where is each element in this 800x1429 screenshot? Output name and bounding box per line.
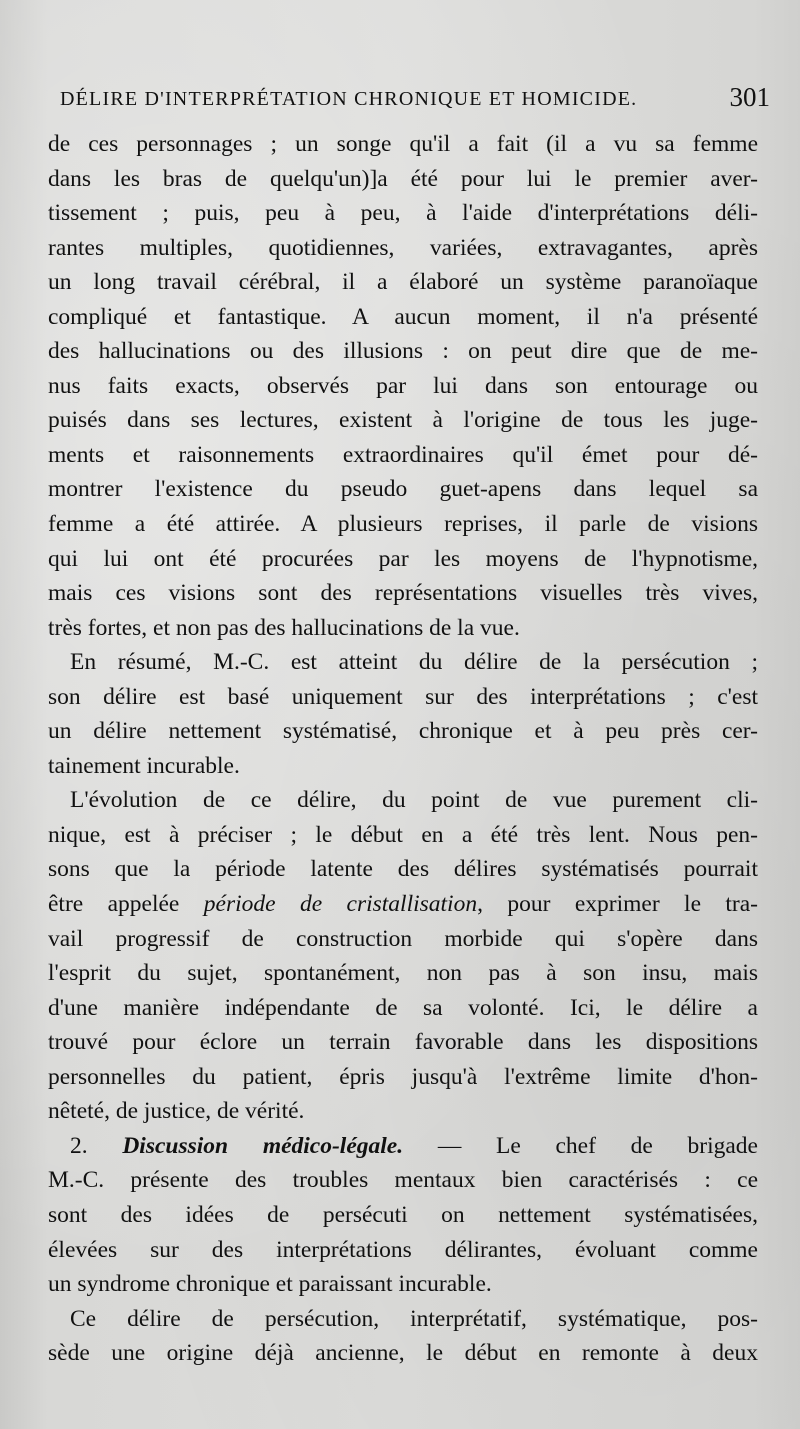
paragraph-2: [48, 645, 758, 783]
text-line: nêteté, de justice, de vérité.: [48, 1098, 305, 1125]
text-line: des hallucinations ou des illusions : on peut dire que de me-: [48, 338, 758, 365]
text-line: [48, 1129, 758, 1164]
text-line: personnelles du patient, épris jusqu'à l'extrême limite d'hon-: [48, 1063, 758, 1090]
text-line: son délire est basé uniquement sur des interprétations ; c'est: [48, 683, 758, 710]
text-line: [48, 887, 758, 922]
text-line: un syndrome chronique et paraissant incurable.: [48, 1271, 492, 1298]
text-line: qui lui ont été procurées par les moyens de l'hypnotisme,: [48, 545, 758, 572]
text-line: d'une manière indépendante de sa volonté. Ici, le délire a: [48, 994, 758, 1021]
text-line: montrer l'existence du pseudo guet-apens dans lequel sa: [48, 476, 758, 503]
text-fragment: , pour exprimer le tra-: [477, 891, 759, 918]
running-head: [60, 82, 770, 112]
text-line: élevées sur des interprétations délirantes, évoluant comme: [48, 1236, 758, 1263]
body-text: [48, 127, 758, 1371]
text-line: un délire nettement systématisé, chronique et à peu près cer-: [48, 718, 758, 745]
text-line: rantes multiples, quotidiennes, variées, extravagantes, après: [48, 234, 758, 261]
text-line: nique, est à préciser ; le début en a été très lent. Nous pen-: [48, 821, 758, 848]
text-line: Ce délire de persécution, interprétatif, systématique, pos-: [70, 1305, 758, 1332]
text-fragment: être appelée: [48, 891, 204, 918]
section-number: 2.: [70, 1132, 88, 1159]
italic-term: période de cristallisation: [203, 891, 478, 918]
text-fragment: — Le chef de brigade: [403, 1132, 758, 1159]
paragraph-1: [48, 127, 758, 645]
paragraph-5: [48, 1302, 758, 1371]
text-line: mais ces visions sont des représentations visuelles très vives,: [48, 580, 758, 607]
text-line: L'évolution de ce délire, du point de vue purement cli-: [70, 787, 758, 814]
text-line: trouvé pour éclore un terrain favorable dans les dispositions: [48, 1029, 758, 1056]
paragraph-3: [48, 783, 758, 1128]
text-line: l'esprit du sujet, spontanément, non pas à son insu, mais: [48, 960, 758, 987]
running-head-title: DÉLIRE D'INTERPRÉTATION CHRONIQUE ET HOMICIDE.: [60, 88, 638, 110]
text-line: sont des idées de persécuti on nettement systématisées,: [48, 1201, 758, 1228]
text-line: En résumé, M.-C. est atteint du délire de la persécution ;: [70, 649, 758, 676]
text-line: dans les bras de quelqu'un)]a été pour lui le premier aver-: [48, 165, 758, 192]
text-line: sons que la période latente des délires systématisés pourrait: [48, 856, 758, 883]
text-line: compliqué et fantastique. A aucun moment, il n'a présenté: [48, 303, 758, 330]
paragraph-4: [48, 1129, 758, 1302]
text-line: puisés dans ses lectures, existent à l'origine de tous les juge-: [48, 407, 758, 434]
page-number: 301: [729, 82, 770, 112]
text-line: très fortes, et non pas des hallucinations de la vue.: [48, 614, 520, 641]
text-line: sède une origine déjà ancienne, le début en remonte à deux: [48, 1340, 758, 1367]
text-line: M.-C. présente des troubles mentaux bien caractérisés : ce: [48, 1167, 758, 1194]
section-heading: Discussion médico-légale.: [122, 1132, 404, 1159]
text-line: vail progressif de construction morbide qui s'opère dans: [48, 925, 758, 952]
text-line: ments et raisonnements extraordinaires qu'il émet pour dé-: [48, 441, 758, 468]
text-line: nus faits exacts, observés par lui dans son entourage ou: [48, 372, 758, 399]
text-line: un long travail cérébral, il a élaboré un système paranoïaque: [48, 269, 758, 296]
text-line: de ces personnages ; un songe qu'il a fait (il a vu sa femme: [48, 131, 758, 157]
text-line: tissement ; puis, peu à peu, à l'aide d'interprétations déli-: [48, 200, 758, 227]
text-line: femme a été attirée. A plusieurs reprises, il parle de visions: [48, 511, 758, 538]
text-line: tainement incurable.: [48, 752, 240, 779]
